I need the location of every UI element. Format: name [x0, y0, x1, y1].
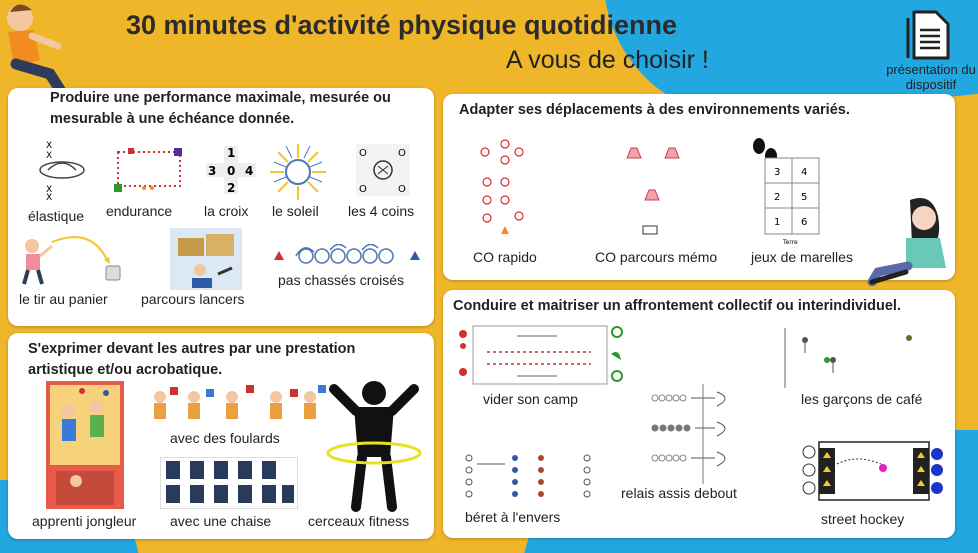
activity-elastique[interactable]: élastique [28, 208, 85, 224]
relais-assis-debout-illustration [647, 382, 743, 486]
svg-text:4: 4 [801, 167, 808, 178]
pas-chasses-illustration [270, 244, 422, 268]
section-affrontement [443, 290, 955, 538]
activity-parcours-lancers[interactable]: parcours lancers [141, 291, 245, 307]
svg-text:O: O [359, 148, 367, 159]
cerceaux-fitness-illustration [324, 377, 424, 513]
beret-a-lenvers-illustration [463, 450, 595, 498]
section-title: Adapter ses déplacements à des environnements variés. [459, 102, 850, 118]
activity-le-soleil[interactable]: le soleil [272, 203, 319, 219]
svg-text:1: 1 [227, 146, 236, 160]
le-soleil-illustration [266, 142, 330, 200]
activity-street-hockey[interactable]: street hockey [821, 511, 905, 527]
activity-pas-chasses-croises[interactable]: pas chassés croisés [278, 272, 405, 288]
chaise-illustration [160, 457, 298, 509]
garcons-de-cafe-illustration [783, 326, 923, 390]
svg-text:X: X [46, 193, 53, 200]
les-4-coins-illustration [356, 144, 410, 196]
apprenti-jongleur-illustration [46, 381, 124, 509]
tir-au-panier-illustration [14, 230, 126, 288]
svg-text:5: 5 [801, 192, 808, 203]
activity-cerceaux-fitness[interactable]: cerceaux fitness [308, 513, 410, 529]
sitting-girl-illustration [866, 190, 956, 286]
activity-jeux-de-marelles[interactable]: jeux de marelles [751, 249, 853, 265]
activity-endurance[interactable]: endurance [106, 203, 173, 219]
activity-co-rapido[interactable]: CO rapido [473, 249, 537, 265]
vider-son-camp-illustration [457, 324, 627, 386]
section-artistique [8, 333, 434, 539]
activity-tir-au-panier[interactable]: le tir au panier [19, 291, 108, 307]
activity-relais-assis-debout[interactable]: relais assis debout [621, 485, 737, 501]
activity-la-croix[interactable]: la croix [204, 203, 249, 219]
section-title: Conduire et maitriser un affrontement collectif ou interindividuel. [453, 298, 901, 314]
svg-text:2: 2 [227, 181, 236, 195]
svg-text:4: 4 [245, 164, 254, 178]
svg-text:X: X [46, 185, 53, 195]
svg-text:1: 1 [774, 217, 781, 228]
page-subtitle: A vous de choisir ! [506, 46, 709, 74]
activity-les-4-coins[interactable]: les 4 coins [348, 203, 415, 219]
activity-co-parcours-memo[interactable]: CO parcours mémo [595, 249, 718, 265]
co-parcours-memo-illustration [623, 144, 687, 240]
activity-foulards[interactable]: avec des foulards [170, 430, 280, 446]
presentation-link[interactable]: présentation du dispositif [886, 62, 976, 92]
svg-text:3: 3 [774, 167, 781, 178]
svg-text:Terre: Terre [783, 239, 798, 246]
la-croix-illustration [204, 144, 258, 196]
jeux-de-marelles-illustration [747, 136, 827, 248]
foulards-illustration [146, 383, 326, 427]
parcours-lancers-illustration [170, 228, 242, 290]
svg-text:6: 6 [801, 217, 808, 228]
section-title: Produire une performance maximale, mesurée ou mesurable à une échéance donnée. [50, 90, 391, 127]
activity-chaise[interactable]: avec une chaise [170, 513, 272, 529]
co-rapido-illustration [475, 136, 527, 240]
elastique-illustration [34, 140, 92, 200]
street-hockey-illustration [799, 440, 943, 502]
section-performance [8, 88, 434, 326]
svg-text:O: O [398, 148, 406, 159]
document-icon[interactable] [904, 10, 952, 62]
activity-garcons-de-cafe[interactable]: les garçons de café [801, 391, 923, 407]
svg-text:3: 3 [208, 164, 217, 178]
activity-beret-a-lenvers[interactable]: béret à l'envers [465, 509, 561, 525]
activity-apprenti-jongleur[interactable]: apprenti jongleur [32, 513, 137, 529]
endurance-illustration [108, 146, 188, 194]
svg-text:2: 2 [774, 192, 781, 203]
page-title: 30 minutes d'activité physique quotidienne [126, 10, 678, 40]
svg-text:X: X [46, 141, 53, 151]
section-title: S'exprimer devant les autres par une prestation artistique et/ou acrobatique. [28, 341, 356, 378]
activity-vider-son-camp[interactable]: vider son camp [483, 391, 578, 407]
svg-text:O: O [398, 184, 406, 195]
svg-text:O: O [359, 184, 367, 195]
svg-text:0: 0 [227, 164, 236, 178]
svg-text:X: X [46, 151, 53, 161]
